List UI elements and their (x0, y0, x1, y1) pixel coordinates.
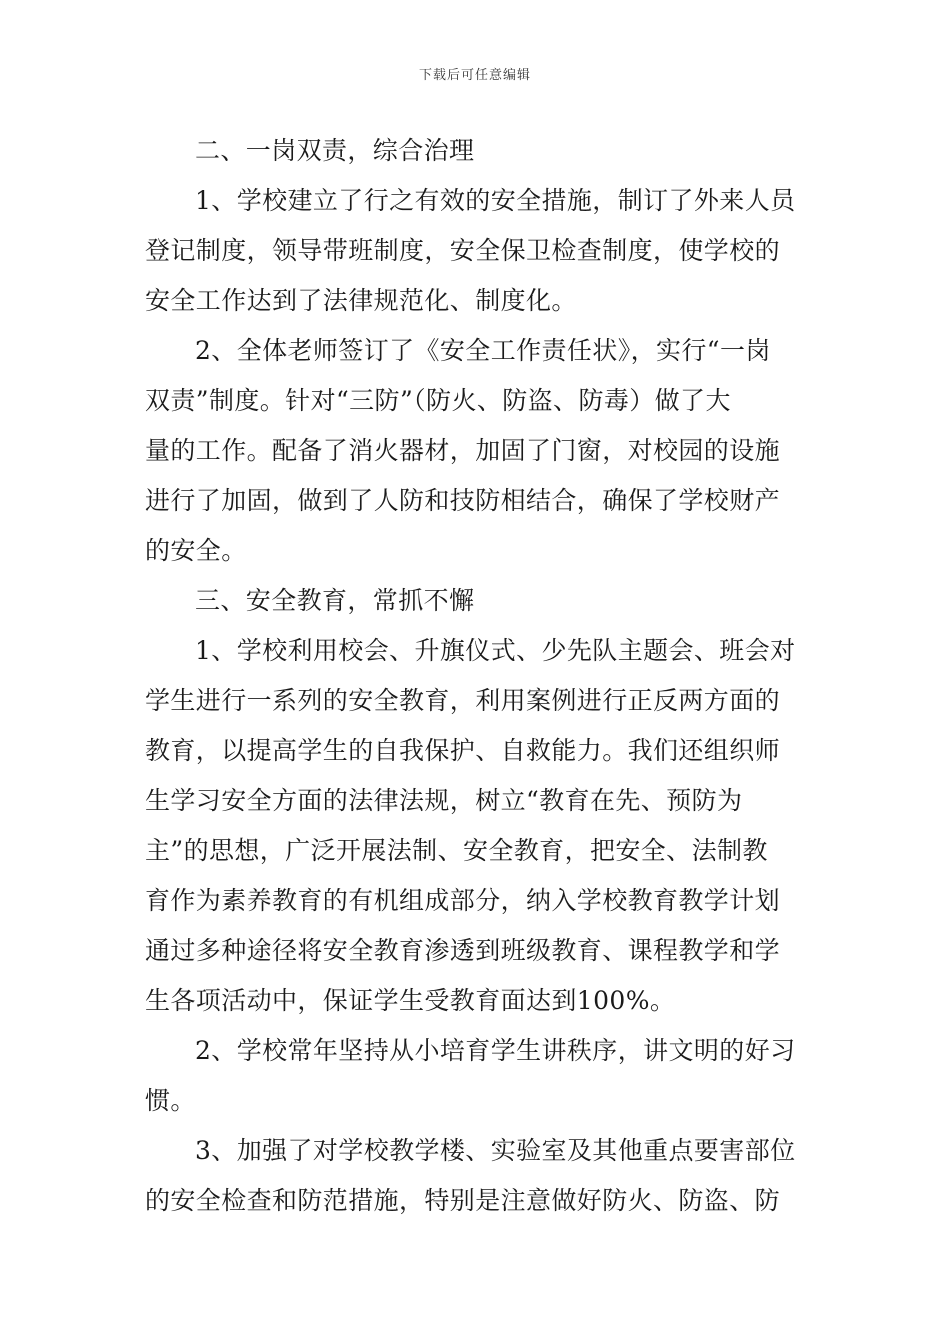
text-line: 双责”制度。针对“三防”（防火、防盗、防毒）做了大 (145, 386, 731, 415)
text-line: 惯。 (145, 1086, 196, 1115)
text-line: 生各项活动中，保证学生受教育面达到100%。 (145, 986, 676, 1015)
text-line: 2、学校常年坚持从小培育学生讲秩序，讲文明的好习 (195, 1036, 796, 1065)
text-line: 登记制度，领导带班制度，安全保卫检查制度，使学校的 (145, 236, 781, 265)
text-line: 1、学校建立了行之有效的安全措施，制订了外来人员 (195, 186, 796, 215)
text-line: 三、安全教育，常抓不懈 (195, 586, 475, 615)
text-line: 2、全体老师签订了《安全工作责任状》，实行“一岗 (195, 336, 771, 365)
text-line: 主”的思想，广泛开展法制、安全教育，把安全、法制教 (145, 836, 768, 865)
text-line: 量的工作。配备了消火器材，加固了门窗，对校园的设施 (145, 436, 781, 465)
text-line: 育作为素养教育的有机组成部分，纳入学校教育教学计划 (145, 886, 781, 915)
text-line: 1、学校利用校会、升旗仪式、少先队主题会、班会对 (195, 636, 796, 665)
text-line: 教育，以提高学生的自我保护、自救能力。我们还组织师 (145, 736, 781, 765)
text-line: 的安全。 (145, 536, 247, 565)
text-line: 生学习安全方面的法律法规，树立“教育在先、预防为 (145, 786, 743, 815)
text-line: 进行了加固，做到了人防和技防相结合，确保了学校财产 (145, 486, 781, 515)
text-line: 二、一岗双责，综合治理 (195, 136, 475, 165)
text-line: 安全工作达到了法律规范化、制度化。 (145, 286, 577, 315)
text-line: 的安全检查和防范措施，特别是注意做好防火、防盗、防 (145, 1186, 781, 1215)
document-body (145, 126, 807, 1226)
text-line: 学生进行一系列的安全教育，利用案例进行正反两方面的 (145, 686, 781, 715)
text-line: 通过多种途径将安全教育渗透到班级教育、课程教学和学 (145, 936, 781, 965)
text-line: 3、加强了对学校教学楼、实验室及其他重点要害部位 (195, 1136, 796, 1165)
download-note: 下载后可任意编辑 (418, 68, 531, 83)
